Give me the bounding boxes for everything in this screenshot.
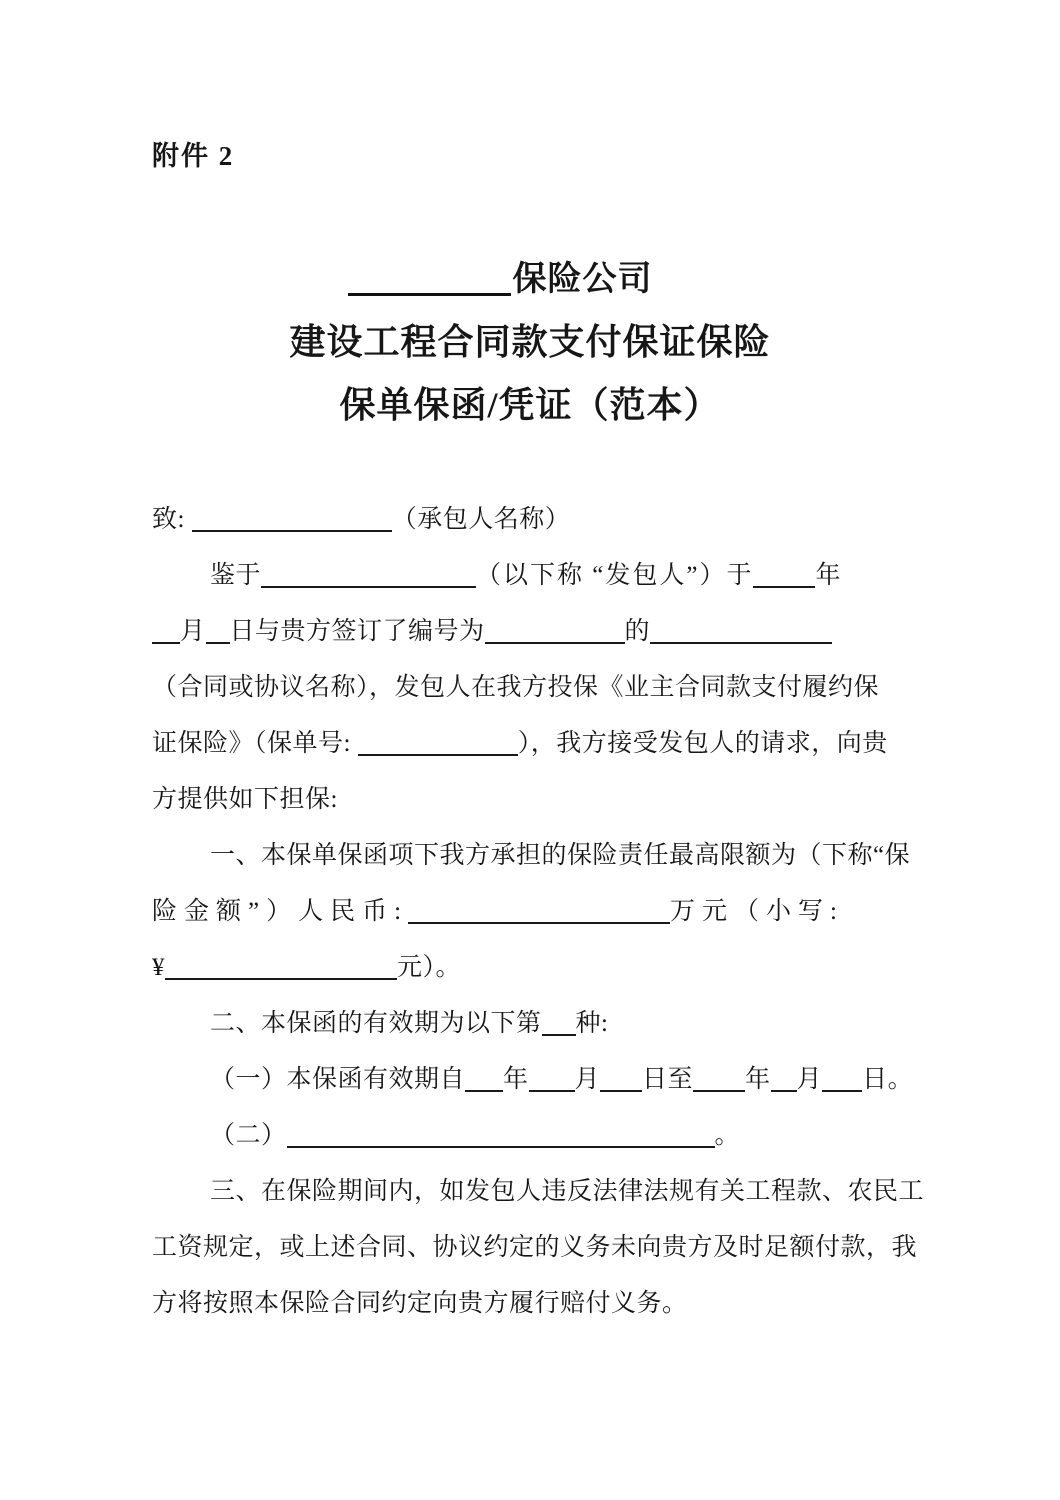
text-run: （二） [210,1122,287,1149]
text-run: 日。 [862,1066,914,1093]
text-run: 方提供如下担保: [152,786,338,813]
title-line-product: 建设工程合同款支付保证保险 [289,322,771,362]
blank-field [529,1080,575,1092]
document-line [152,492,942,548]
text-run: 。 [714,1122,741,1149]
document-line [152,1108,942,1164]
blank-field [165,968,397,980]
text-run: （一）本保函有效期自 [210,1066,466,1093]
blank-field [192,520,392,532]
blank-field [348,279,511,296]
text-run: 月 [180,618,206,645]
text-run: 万元（小写: [670,898,844,925]
blank-field [206,632,230,644]
document-line [152,828,942,884]
blank-field [771,1080,797,1092]
document-title [0,248,1060,437]
text-run: 日至 [642,1066,694,1093]
text-run: 月 [796,1066,823,1093]
text-run: 月 [574,1066,601,1093]
blank-field [465,1080,503,1092]
document-line [152,1164,942,1220]
text-run: （合同或协议名称），发包人在我方投保《业主合同款支付履约保 [152,674,880,701]
text-run: （承包人名称） [391,506,571,533]
text-run: 日与贵方签订了编号为 [229,618,485,645]
blank-field [822,1080,862,1092]
text-run: ），我方接受发包人的请求，向贵 [517,730,888,757]
document-line [152,660,942,716]
text-run: 三、在保险期间内，如发包人违反法律法规有关工程款、农民工 [210,1178,925,1205]
document-line [152,940,942,996]
title-line-doc-type: 保单保函/凭证（范本） [339,385,721,425]
document-line [152,884,942,940]
text-run: 年 [815,562,841,589]
text-run: 致: [152,506,192,533]
document-line [152,604,942,660]
document-line [152,772,942,828]
document-line [152,996,942,1052]
blank-field [693,1080,745,1092]
blank-field [600,1080,642,1092]
text-run: 元）。 [397,954,462,981]
text-run: 年 [503,1066,529,1093]
document-line [152,1220,942,1276]
text-run: 证保险》（保单号: [152,730,358,757]
text-run: 的 [624,618,651,645]
text-run: 鉴于 [210,562,262,589]
blank-field [152,632,180,644]
blank-field [358,744,518,756]
text-run: （以下称 “发包人”）于 [476,562,754,589]
text-run: 险金额”）人民币: [152,898,409,925]
blank-field [261,576,476,588]
text-run: 二、本保函的有效期为以下第 [210,1010,542,1037]
blank-field [753,576,815,588]
blank-field [542,1024,576,1036]
document-line [152,1052,942,1108]
text-run: 一、本保单保函项下我方承担的保险责任最高限额为（下称“保 [210,842,911,869]
blank-field [287,1136,715,1148]
document-line [152,548,942,604]
attachment-label: 附件 2 [152,141,235,171]
blank-field [485,632,625,644]
document-line [152,716,942,772]
document-body [152,492,942,1332]
text-run: 方将按照本保险合同约定向贵方履行赔付义务。 [152,1290,688,1317]
text-run: ¥ [152,954,165,981]
document-line [152,1276,942,1332]
text-run: 种: [575,1010,609,1037]
title-line-company [0,248,1030,311]
title-company-text: 保险公司 [512,261,653,298]
text-run: 年 [745,1066,771,1093]
blank-field [650,632,832,644]
blank-field [408,912,670,924]
text-run: 工资规定，或上述合同、协议约定的义务未向贵方及时足额付款，我 [152,1234,918,1261]
